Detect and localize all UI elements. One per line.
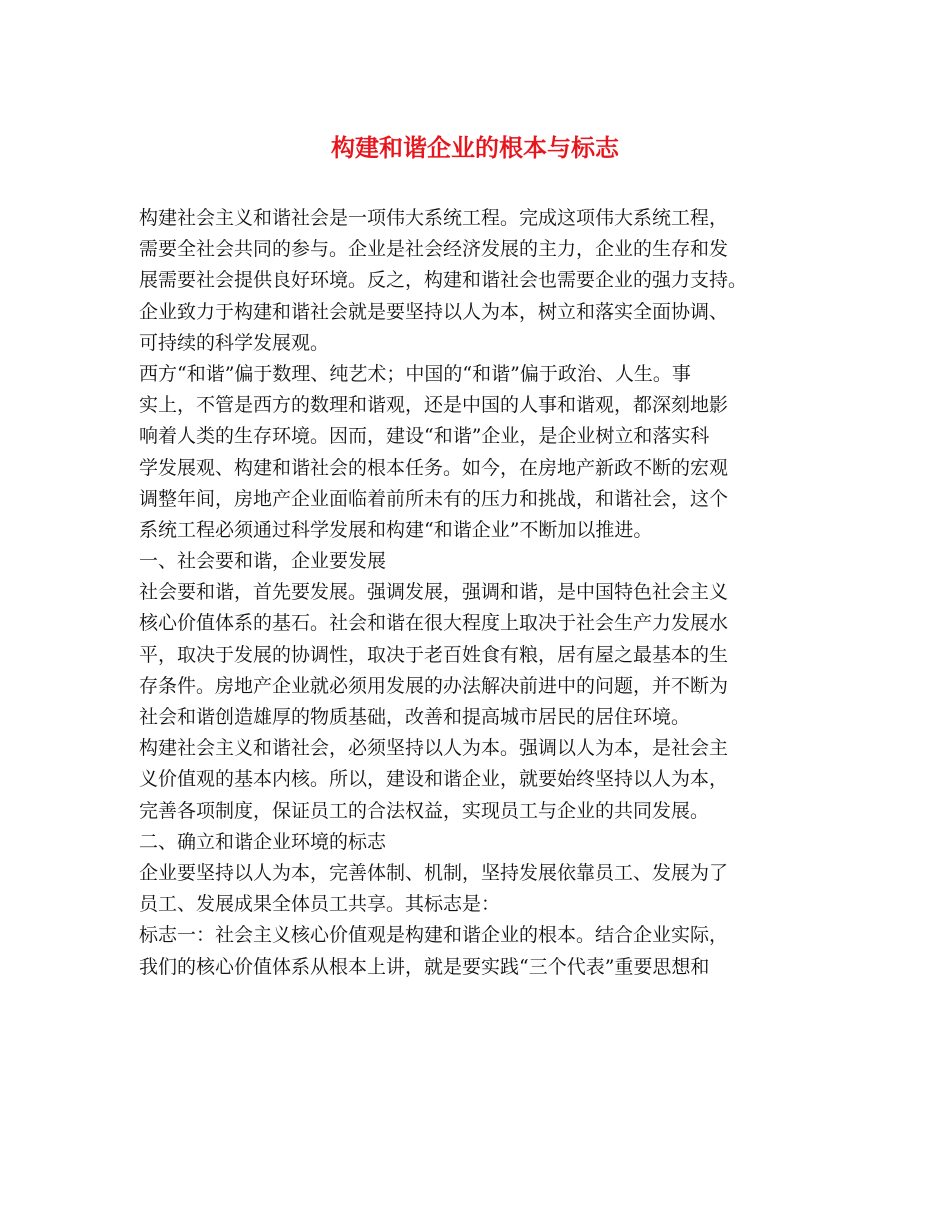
text-line: 企业致力于构建和谐社会就是要坚持以人为本，树立和落实全面协调、 [139,300,729,323]
text-line: 企业要坚持以人为本，完善体制、机制，坚持发展依靠员工、发展为了 [139,861,729,884]
document-title: 构建和谐企业的根本与标志 [331,133,619,162]
text-line: 员工、发展成果全体员工共享。其标志是： [139,893,501,916]
text-line: 学发展观、构建和谐社会的根本任务。如今，在房地产新政不断的宏观 [139,456,729,479]
text-line: 存条件。房地产企业就必须用发展的办法解决前进中的问题，并不断为 [139,674,729,697]
text-line: 义价值观的基本内核。所以，建设和谐企业，就要始终坚持以人为本， [139,768,729,791]
text-line: 一、社会要和谐，企业要发展 [139,550,387,573]
text-line: 展需要社会提供良好环境。反之，构建和谐社会也需要企业的强力支持。 [139,269,748,292]
text-line: 社会要和谐，首先要发展。强调发展，强调和谐，是中国特色社会主义 [139,581,729,604]
text-line: 完善各项制度，保证员工的合法权益，实现员工与企业的共同发展。 [139,799,710,822]
text-line: 响着人类的生存环境。因而，建设“和谐”企业，是企业树立和落实科 [139,425,710,448]
text-line: 系统工程必须通过科学发展和构建“和谐企业”不断加以推进。 [139,518,653,541]
text-line: 平，取决于发展的协调性，取决于老百姓食有粮，居有屋之最基本的生 [139,643,729,666]
text-line: 可持续的科学发展观。 [139,331,330,354]
text-line: 标志一：社会主义核心价值观是构建和谐企业的根本。结合企业实际， [139,924,729,947]
text-line: 二、确立和谐企业环境的标志 [139,830,387,853]
text-line: 调整年间，房地产企业面临着前所未有的压力和挑战，和谐社会，这个 [139,487,729,510]
text-line: 核心价值体系的基石。社会和谐在很大程度上取决于社会生产力发展水 [139,612,729,635]
text-line: 构建社会主义和谐社会，必须坚持以人为本。强调以人为本，是社会主 [139,737,729,760]
text-line: 我们的核心价值体系从根本上讲，就是要实践“三个代表”重要思想和 [139,955,710,978]
text-line: 社会和谐创造雄厚的物质基础，改善和提高城市居民的居住环境。 [139,706,691,728]
document-body [139,203,829,983]
text-line: 实上，不管是西方的数理和谐观，还是中国的人事和谐观，都深刻地影 [139,394,729,417]
text-line: 构建社会主义和谐社会是一项伟大系统工程。完成这项伟大系统工程， [139,207,729,229]
text-line: 需要全社会共同的参与。企业是社会经济发展的主力，企业的生存和发 [139,238,729,261]
text-line: 西方“和谐”偏于数理、纯艺术；中国的“和谐”偏于政治、人生。事 [139,362,691,385]
